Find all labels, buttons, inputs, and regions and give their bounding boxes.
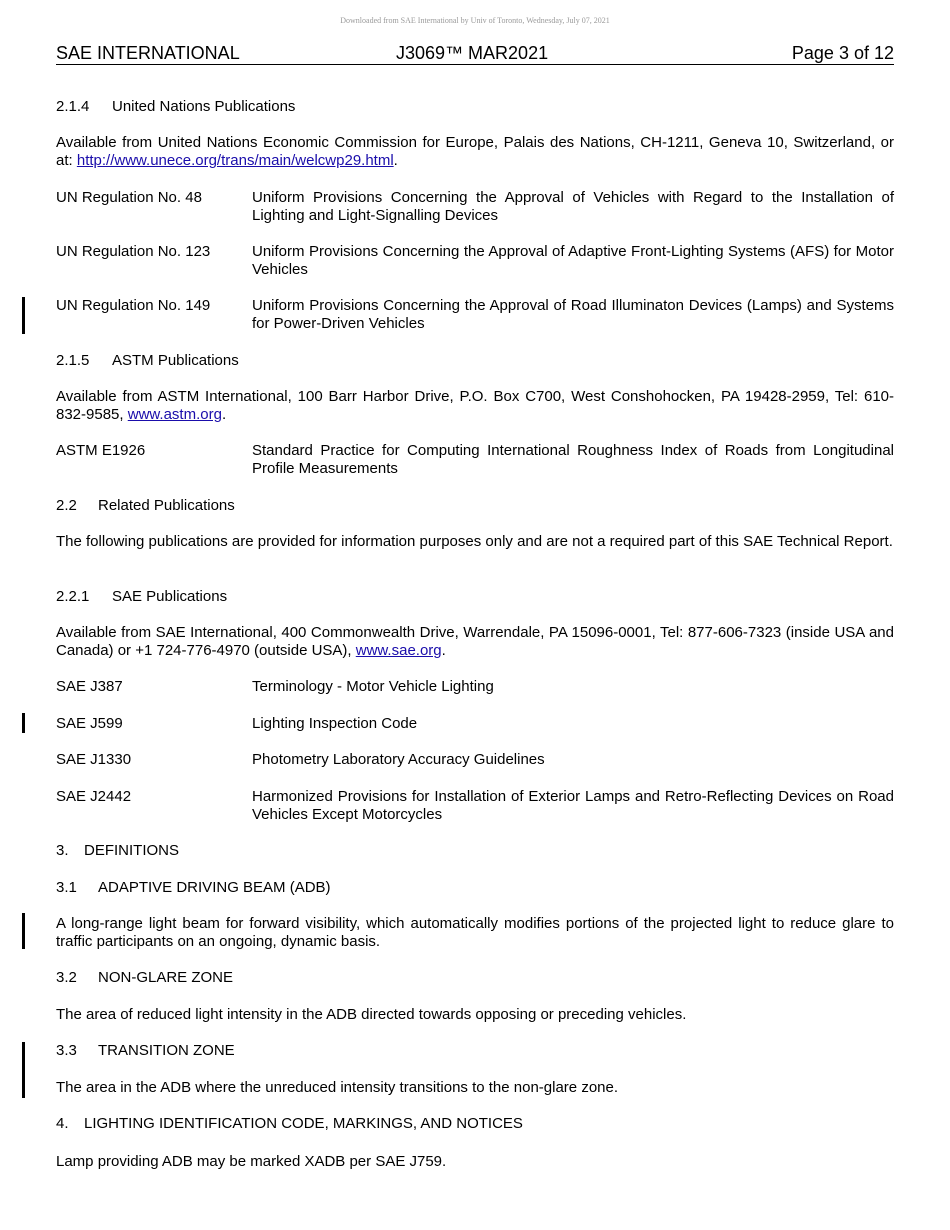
section-number: 3.3 (56, 1042, 77, 1059)
section-heading-3-1 (56, 879, 894, 897)
reference-description: Photometry Laboratory Accuracy Guidelines (252, 751, 545, 768)
availability-text: Available from ASTM International, 100 Barr Harbor Drive, P.O. Box C700, West Conshohocken, PA 19428-2959, Tel: 610-832-9585, (56, 388, 894, 423)
definition-text-3-1: A long-range light beam for forward visibility, which automatically modifies portions of the projected light to reduce glare to traffic participants on an ongoing, dynamic basis. (56, 915, 894, 950)
section-heading-2-1-4 (56, 98, 894, 116)
availability-text: Available from United Nations Economic Commission for Europe, Palais des Nations, CH-1211, Geneva 10, Switzerland, or at: (56, 134, 894, 169)
reference-description: Uniform Provisions Concerning the Approval of Adaptive Front-Lighting Systems (AFS) for Motor Vehicles (252, 243, 894, 278)
page-header (56, 43, 894, 65)
section-number: 3.2 (56, 969, 77, 986)
section-title: TRANSITION ZONE (98, 1042, 235, 1059)
section-title: United Nations Publications (112, 98, 296, 115)
section-number: 2.1.4 (56, 98, 90, 115)
section-title: LIGHTING IDENTIFICATION CODE, MARKINGS, AND NOTICES (84, 1115, 523, 1132)
header-document-id: J3069™ MAR2021 (396, 43, 549, 63)
section-number: 2.1.5 (56, 352, 90, 369)
sae-availability-paragraph: Available from SAE International, 400 Commonwealth Drive, Warrendale, PA 15096-0001, Tel: 877-606-7323 (inside USA and Canada) or +1 724-776-4970 (outside USA), www.sae.org. (56, 624, 894, 659)
section-title: DEFINITIONS (84, 842, 180, 859)
sae-link[interactable]: www.sae.org (355, 642, 442, 659)
section-heading-3 (56, 842, 894, 860)
reference-term: SAE J387 (56, 678, 123, 695)
change-bar (22, 297, 25, 334)
section-title: SAE Publications (112, 588, 228, 605)
section-title: ADAPTIVE DRIVING BEAM (ADB) (98, 879, 331, 896)
section-heading-3-3 (56, 1042, 894, 1060)
reference-term: UN Regulation No. 149 (56, 297, 211, 314)
section-title: NON-GLARE ZONE (98, 969, 234, 986)
section-heading-3-2 (56, 969, 894, 987)
reference-description: Uniform Provisions Concerning the Approval of Road Illuminaton Devices (Lamps) and Systems for Power-Driven Vehicles (252, 297, 894, 332)
section-heading-4 (56, 1115, 894, 1133)
reference-description: Standard Practice for Computing International Roughness Index of Roads from Longitudinal Profile Measurements (252, 442, 894, 477)
reference-term: UN Regulation No. 123 (56, 243, 211, 260)
reference-term: SAE J599 (56, 715, 123, 732)
section-number: 3.1 (56, 879, 77, 896)
section-number: 2.2.1 (56, 588, 90, 605)
change-bar (22, 713, 25, 733)
reference-description: Terminology - Motor Vehicle Lighting (252, 678, 494, 695)
availability-text: Available from SAE International, 400 Commonwealth Drive, Warrendale, PA 15096-0001, Tel: 877-606-7323 (inside USA and Canada) or +1 724-776-4970 (outside USA), (56, 624, 894, 659)
section-heading-2-2-1 (56, 588, 894, 606)
section-heading-2-1-5 (56, 352, 894, 370)
section-number: 4. (56, 1115, 69, 1132)
unece-link[interactable]: http://www.unece.org/trans/main/welcwp29.html (76, 152, 394, 169)
section-heading-2-2 (56, 497, 894, 515)
section-number: 2.2 (56, 497, 77, 514)
reference-term: UN Regulation No. 48 (56, 189, 202, 206)
change-bar (22, 1042, 25, 1098)
reference-term: SAE J2442 (56, 788, 132, 805)
reference-term: SAE J1330 (56, 751, 132, 768)
astm-link[interactable]: www.astm.org (127, 406, 222, 423)
reference-description: Harmonized Provisions for Installation of Exterior Lamps and Retro-Reflecting Devices on Road Vehicles Except Motorcycles (252, 788, 894, 823)
astm-availability-paragraph: Available from ASTM International, 100 Barr Harbor Drive, P.O. Box C700, West Conshohocken, PA 19428-2959, Tel: 610-832-9585, www.astm.org. (56, 388, 894, 423)
reference-description: Uniform Provisions Concerning the Approval of Vehicles with Regard to the Installation of Lighting and Light-Signalling Devices (252, 189, 894, 224)
section-number: 3. (56, 842, 69, 859)
reference-description: Lighting Inspection Code (252, 715, 418, 732)
header-publisher: SAE INTERNATIONAL (56, 43, 240, 63)
section-title: Related Publications (98, 497, 235, 514)
related-publications-paragraph: The following publications are provided for information purposes only and are not a required part of this SAE Technical Report. (56, 533, 893, 550)
section-text-4: Lamp providing ADB may be marked XADB per SAE J759. (56, 1153, 447, 1170)
header-page-number: Page 3 of 12 (791, 43, 894, 63)
section-title: ASTM Publications (112, 352, 239, 369)
un-availability-paragraph: Available from United Nations Economic Commission for Europe, Palais des Nations, CH-1211, Geneva 10, Switzerland, or at: http://www.unece.org/trans/main/welcwp29.html. (56, 134, 894, 169)
definition-text-3-3: The area in the ADB where the unreduced intensity transitions to the non-glare zone. (56, 1079, 619, 1096)
reference-term: ASTM E1926 (56, 442, 146, 459)
download-watermark: Downloaded from SAE International by Univ of Toronto, Wednesday, July 07, 2021 (340, 16, 610, 25)
change-bar (22, 913, 25, 949)
definition-text-3-2: The area of reduced light intensity in the ADB directed towards opposing or preceding vehicles. (56, 1006, 687, 1023)
